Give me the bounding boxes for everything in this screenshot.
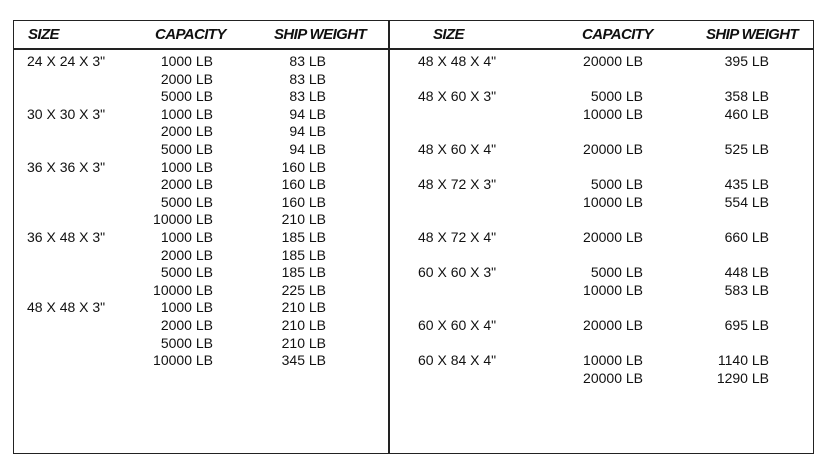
table-cell-capacity: 20000 LB bbox=[583, 369, 643, 386]
table-cell-weight: 210 LB bbox=[281, 317, 326, 333]
table-cell-weight: 1140 LB bbox=[717, 352, 769, 369]
table-cell-capacity: 10000 LB bbox=[583, 352, 643, 369]
table-cell-size: 48 X 60 X 3" bbox=[418, 88, 497, 105]
table-cell-capacity: 1000 LB bbox=[160, 53, 213, 69]
header-size-right: SIZE bbox=[433, 26, 464, 43]
table-cell-capacity: 10000 LB bbox=[153, 211, 213, 228]
table-cell-capacity: 5000 LB bbox=[160, 88, 213, 105]
table-cell-size: 48 X 60 X 4" bbox=[418, 141, 497, 157]
table-cell-size: 48 X 72 X 3" bbox=[418, 176, 497, 193]
table-cell-weight: 358 LB bbox=[724, 88, 769, 105]
header-ship-weight-right: SHIP WEIGHT bbox=[706, 26, 799, 43]
table-cell-weight: 583 LB bbox=[724, 281, 769, 298]
table-cell-capacity: 10000 LB bbox=[583, 281, 643, 298]
table-cell-weight: 83 LB bbox=[289, 53, 326, 69]
table-cell-capacity: 10000 LB bbox=[583, 105, 643, 122]
table-cell-size: 36 X 36 X 3" bbox=[27, 158, 106, 175]
table-cell-capacity: 5000 LB bbox=[590, 176, 643, 193]
table-cell-weight: 660 LB bbox=[724, 229, 769, 245]
table-cell-weight: 160 LB bbox=[281, 158, 326, 175]
table-cell-capacity: 1000 LB bbox=[160, 105, 213, 122]
table-cell-size: 48 X 48 X 4" bbox=[418, 53, 497, 69]
table-cell-size: 30 X 30 X 3" bbox=[27, 105, 106, 122]
column-divider bbox=[388, 20, 390, 454]
header-capacity-left: CAPACITY bbox=[155, 26, 226, 43]
table-cell-size: 48 X 48 X 3" bbox=[27, 299, 106, 316]
table-cell-capacity: 10000 LB bbox=[153, 352, 213, 369]
table-cell-weight: 210 LB bbox=[281, 334, 326, 351]
table-cell-weight: 695 LB bbox=[724, 317, 769, 333]
table-cell-capacity: 5000 LB bbox=[590, 264, 643, 281]
table-cell-capacity: 2000 LB bbox=[160, 123, 213, 140]
table-cell-capacity: 20000 LB bbox=[583, 229, 643, 245]
table-cell-size: 36 X 48 X 3" bbox=[27, 229, 106, 245]
table-cell-size: 60 X 60 X 4" bbox=[418, 317, 497, 333]
table-cell-capacity: 20000 LB bbox=[583, 141, 643, 157]
table-cell-size: 48 X 72 X 4" bbox=[418, 229, 497, 245]
table-cell-weight: 94 LB bbox=[289, 105, 326, 122]
table-cell-weight: 225 LB bbox=[281, 281, 326, 298]
table-cell-capacity: 2000 LB bbox=[160, 246, 213, 263]
table-cell-capacity: 1000 LB bbox=[160, 158, 213, 175]
table-cell-capacity: 2000 LB bbox=[160, 70, 213, 87]
header-ship-weight-left: SHIP WEIGHT bbox=[274, 26, 367, 43]
table-cell-weight: 185 LB bbox=[281, 229, 326, 245]
table-frame bbox=[13, 20, 814, 454]
table-cell-weight: 83 LB bbox=[289, 70, 326, 87]
table-cell-capacity: 5000 LB bbox=[590, 88, 643, 105]
table-cell-capacity: 5000 LB bbox=[160, 193, 213, 210]
table-cell-capacity: 1000 LB bbox=[160, 299, 213, 316]
table-cell-size: 24 X 24 X 3" bbox=[27, 53, 106, 69]
table-cell-capacity: 2000 LB bbox=[160, 176, 213, 193]
table-cell-weight: 554 LB bbox=[724, 193, 769, 210]
header-size-left: SIZE bbox=[28, 26, 59, 43]
table-cell-weight: 83 LB bbox=[289, 88, 326, 105]
table-cell-weight: 185 LB bbox=[281, 246, 326, 263]
table-cell-weight: 345 LB bbox=[281, 352, 326, 369]
table-cell-capacity: 20000 LB bbox=[583, 317, 643, 333]
table-cell-weight: 94 LB bbox=[289, 141, 326, 157]
table-cell-weight: 160 LB bbox=[281, 193, 326, 210]
table-cell-weight: 395 LB bbox=[724, 53, 769, 69]
table-cell-size: 60 X 60 X 3" bbox=[418, 264, 497, 281]
header-capacity-right: CAPACITY bbox=[582, 26, 653, 43]
table-cell-capacity: 10000 LB bbox=[153, 281, 213, 298]
table-cell-capacity: 1000 LB bbox=[160, 229, 213, 245]
table-cell-capacity: 20000 LB bbox=[583, 53, 643, 69]
table-cell-weight: 448 LB bbox=[724, 264, 769, 281]
table-cell-weight: 460 LB bbox=[724, 105, 769, 122]
table-cell-capacity: 5000 LB bbox=[160, 334, 213, 351]
table-cell-weight: 1290 LB bbox=[716, 369, 769, 386]
table-cell-capacity: 5000 LB bbox=[160, 264, 213, 281]
table-cell-capacity: 2000 LB bbox=[160, 317, 213, 333]
table-cell-weight: 210 LB bbox=[281, 299, 326, 316]
table-cell-capacity: 10000 LB bbox=[583, 193, 643, 210]
table-cell-weight: 160 LB bbox=[281, 176, 326, 193]
table-cell-size: 60 X 84 X 4" bbox=[418, 352, 497, 369]
table-cell-weight: 525 LB bbox=[724, 141, 769, 157]
table-cell-weight: 210 LB bbox=[281, 211, 326, 228]
header-divider bbox=[13, 48, 814, 50]
table-cell-weight: 185 LB bbox=[281, 264, 326, 281]
table-cell-capacity: 5000 LB bbox=[160, 141, 213, 157]
table-cell-weight: 435 LB bbox=[724, 176, 769, 193]
table-cell-weight: 94 LB bbox=[289, 123, 326, 140]
